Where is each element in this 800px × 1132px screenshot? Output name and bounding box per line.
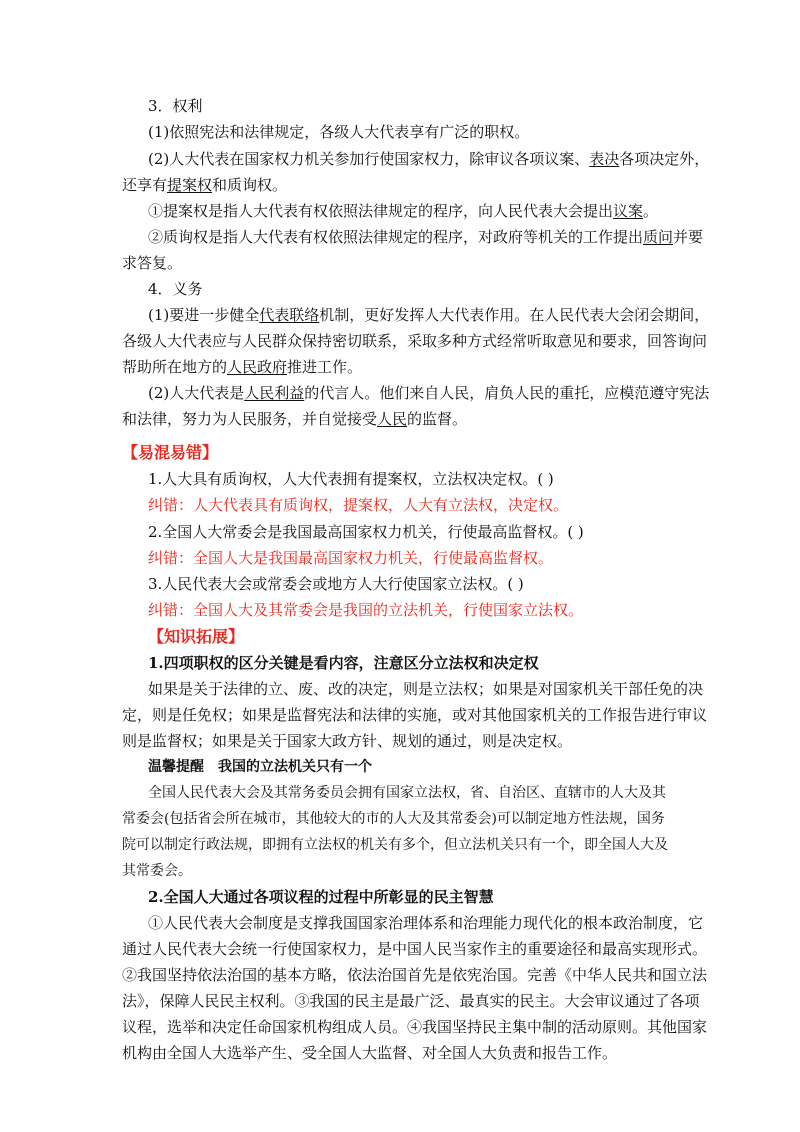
confusion-correction-3: [148, 600, 583, 620]
tip-title: 温馨提醒 我国的立法机关只有一个: [148, 759, 372, 775]
text: 推进工作。: [287, 358, 363, 376]
rights-paragraph-2-line-1: [148, 149, 709, 169]
extension-section-2-line-5: 议程，选举和决定任命国家机构组成人员。④我国坚持民主集中制的活动原则。其他国家: [122, 1018, 708, 1036]
underlined-answer: 质问: [643, 228, 674, 246]
extension-section-1-line-2: 定，则是任免权；如果是监督宪法和法律的实施，或对其他国家机关的工作报告进行审议: [122, 706, 708, 724]
correction-text: 人大代表具有质询权，提案权，人大有立法权，决定权。: [193, 496, 569, 514]
confusion-correction-1: [148, 495, 568, 515]
correction-label: 纠错：: [148, 496, 194, 514]
extension-section-1-title: 1.四项职权的区分关键是看内容，注意区分立法权和决定权: [148, 654, 539, 672]
underlined-answer: 人民利益: [244, 384, 305, 402]
rights-paragraph-2-line-2: [122, 175, 287, 195]
extension-section-2-line-3: ②我国坚持依法治国的基本方略，依法治国首先是依宪治国。完善《中华人民共和国立法: [122, 966, 708, 984]
rights-paragraph-4-line-2: 求答复。: [122, 254, 183, 272]
extension-section-2-line-4: 法》，保障人民民主权利。③我国的民主是最广泛、最真实的民主。大会审议通过了各项: [122, 992, 700, 1010]
duties-heading: 4．义务: [148, 280, 203, 298]
duties-paragraph-1-line-2: 各级人大代表应与人民群众保持密切联系，采取多种方式经常听取意见和要求，回答询问: [122, 332, 708, 350]
rights-heading: 3．权利: [148, 97, 203, 115]
text: 各项决定外，: [619, 150, 710, 168]
text: (2)人大代表是: [148, 384, 245, 402]
extension-section-2-line-2: 通过人民代表大会统一行使国家权力，是中国人民当家作主的重要途径和最高实现形式。: [122, 940, 708, 958]
text: 还享有: [122, 176, 168, 194]
duties-paragraph-1-line-3: [122, 357, 362, 377]
extension-title: 【知识拓展】: [148, 627, 245, 646]
confusion-title: 【易混易错】: [122, 443, 219, 462]
extension-section-2-line-1: ①人民代表大会制度是支撑我国国家治理体系和治理能力现代化的根本政治制度，它: [148, 914, 704, 932]
duties-paragraph-2-line-1: [148, 383, 709, 403]
rights-paragraph-4-line-1: [148, 227, 703, 247]
text: 帮助所在地方的: [122, 358, 228, 376]
text: (2)人大代表在国家权力机关参加行使国家权力，除审议各项议案、: [148, 150, 590, 168]
text: 的代言人。他们来自人民，肩负人民的重托，应模范遵守宪法: [304, 384, 710, 402]
extension-section-1-line-1: 如果是关于法律的立、废、改的决定，则是立法权；如果是对国家机关干部任免的决: [148, 680, 704, 698]
confusion-correction-2: [148, 548, 553, 568]
rights-paragraph-3: [148, 201, 658, 221]
text: 和法律，努力为人民服务，并自觉接受: [122, 410, 378, 428]
tip-line-4: 其常委会。: [122, 863, 192, 879]
duties-paragraph-2-line-2: [122, 409, 467, 429]
extension-section-2-title: 2.全国人大通过各项议程的过程中所彰显的民主智慧: [148, 888, 494, 906]
extension-section-2-line-6: 机构由全国人大选举产生、受全国人大监督、对全国人大负责和报告工作。: [122, 1044, 618, 1062]
underlined-answer: 代表联络: [259, 306, 320, 324]
text: (1)要进一步健全: [148, 306, 260, 324]
confusion-question-1: 1.人大具有质询权，人大代表拥有提案权，立法权决定权。( ): [148, 470, 554, 488]
underlined-answer: 人民: [377, 410, 408, 428]
text: 的监督。: [407, 410, 468, 428]
tip-line-2: 常委会(包括省会所在城市，其他较大的市的人大及其常委会)可以制定地方性法规，国务: [122, 811, 665, 827]
underlined-answer: 议案: [613, 202, 644, 220]
confusion-question-2: 2.全国人大常委会是我国最高国家权力机关，行使最高监督权。( ): [148, 523, 584, 541]
text: ①提案权是指人大代表有权依照法律规定的程序，向人民代表大会提出: [148, 202, 614, 220]
underlined-answer: 表决: [589, 150, 620, 168]
duties-paragraph-1-line-1: [148, 305, 709, 325]
text: 并要: [673, 228, 704, 246]
extension-section-1-line-3: 则是监督权；如果是关于国家大政方针、规划的通过，则是决定权。: [122, 732, 573, 750]
tip-line-3: 院可以制定行政法规，即拥有立法权的机关有多个，但立法机关只有一个，即全国人大及: [122, 837, 668, 853]
correction-text: 全国人大及其常委会是我国的立法机关，行使国家立法权。: [193, 601, 584, 619]
text: 和质询权。: [212, 176, 288, 194]
rights-paragraph-1: (1)依照宪法和法律规定，各级人大代表享有广泛的职权。: [148, 123, 530, 141]
confusion-question-3: 3.人民代表大会或常委会或地方人大行使国家立法权。( ): [148, 575, 524, 593]
underlined-answer: 人民政府: [227, 358, 288, 376]
text: 。: [643, 202, 659, 220]
correction-label: 纠错：: [148, 601, 194, 619]
correction-label: 纠错：: [148, 549, 194, 567]
correction-text: 全国人大是我国最高国家权力机关，行使最高监督权。: [193, 549, 554, 567]
tip-line-1: 全国人民代表大会及其常务委员会拥有国家立法权，省、自治区、直辖市的人大及其: [148, 785, 666, 801]
text: 机制，更好发挥人大代表作用。在人民代表大会闭会期间，: [319, 306, 710, 324]
text: ②质询权是指人大代表有权依照法律规定的程序，对政府等机关的工作提出: [148, 228, 644, 246]
underlined-answer: 提案权: [167, 176, 213, 194]
